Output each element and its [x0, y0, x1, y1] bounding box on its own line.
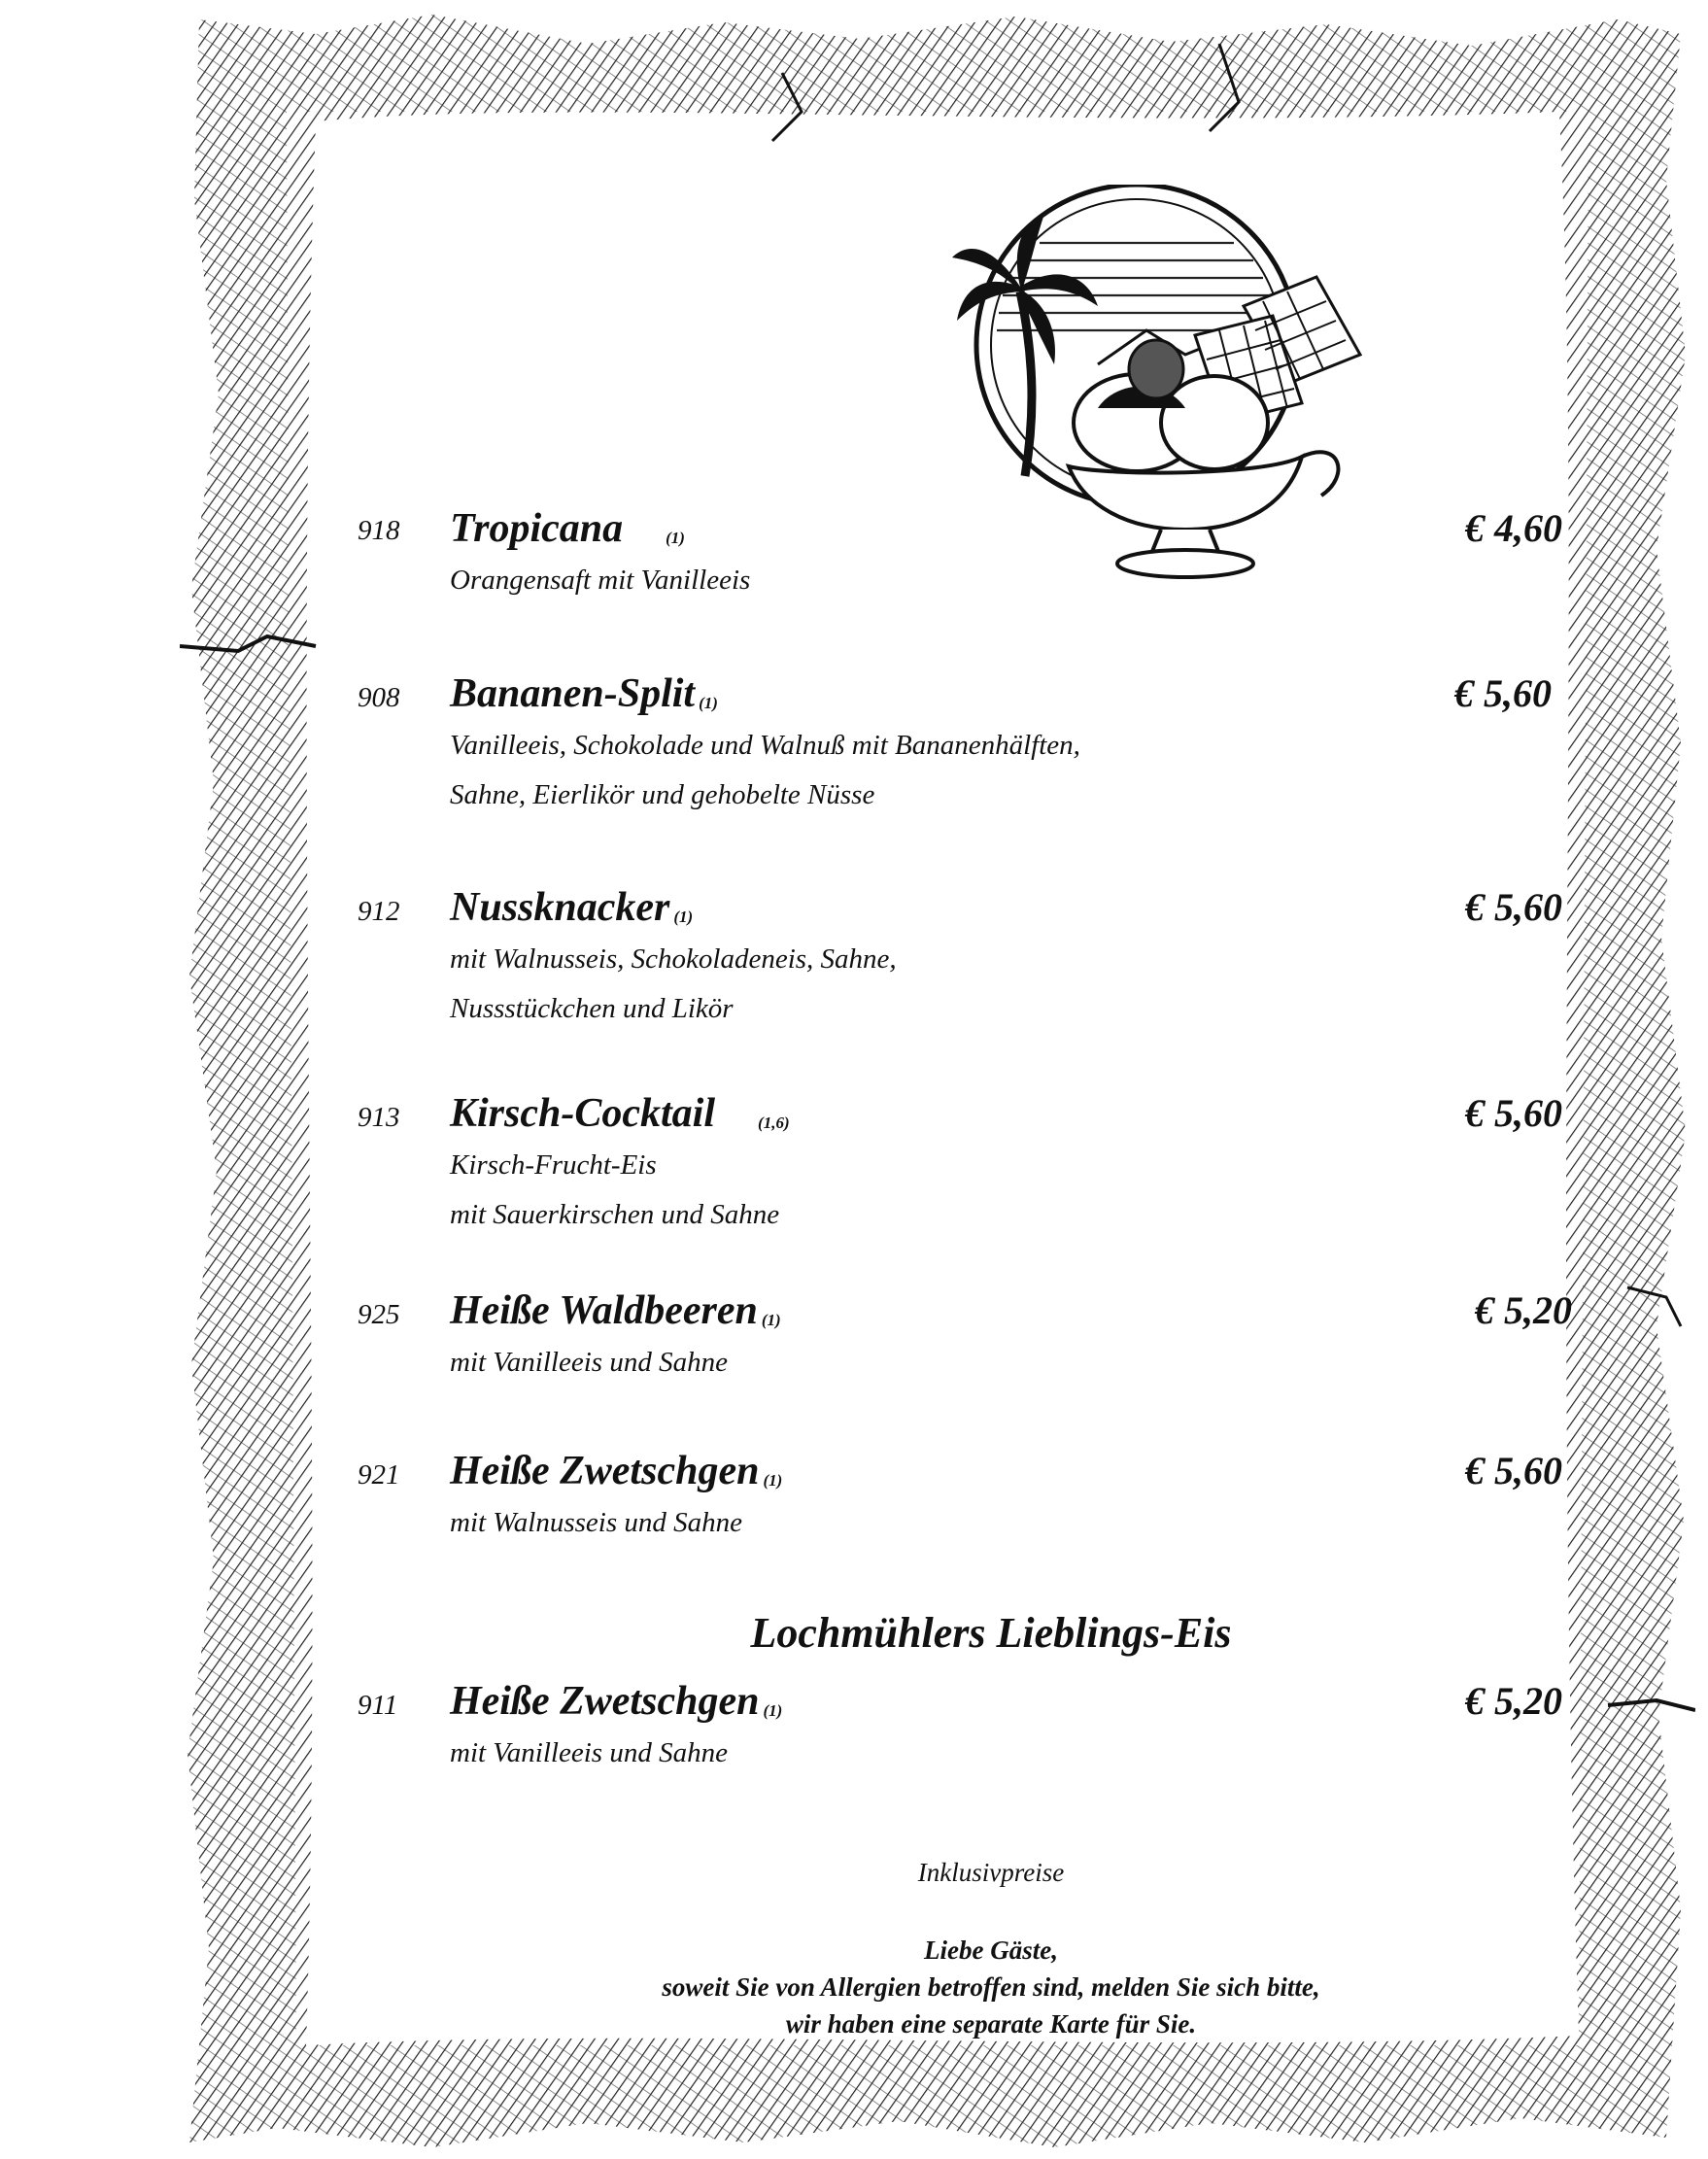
item-name: Bananen-Split (1)	[450, 671, 718, 716]
item-number: 908	[358, 682, 400, 713]
item-description: mit Vanilleeis und Sahne	[450, 1737, 728, 1768]
item-name: Heiße Waldbeeren (1)	[450, 1288, 781, 1333]
allergen-code: (1)	[666, 529, 685, 547]
item-number: 912	[358, 896, 400, 927]
item-name: Tropicana (1)	[450, 506, 685, 551]
allergen-code: (1,6)	[758, 1114, 790, 1132]
item-price: € 5,60	[1454, 671, 1552, 715]
item-description: Kirsch-Frucht-Eis mit Sauerkirschen und Sahne	[450, 1149, 780, 1230]
item-number: 911	[358, 1690, 398, 1721]
item-description: mit Walnusseis, Schokoladeneis, Sahne, Nussstückchen und Likör	[450, 943, 897, 1024]
item-name: Heiße Zwetschgen (1)	[450, 1449, 783, 1493]
item-name: Nussknacker (1)	[450, 885, 694, 930]
item-price: € 5,60	[1465, 1449, 1562, 1492]
item-description: Vanilleeis, Schokolade und Walnuß mit Bananenhälften, Sahne, Eierlikör und gehobelte Nüsse	[450, 730, 1080, 810]
item-number: 925	[358, 1299, 400, 1330]
allergen-code: (1)	[763, 1701, 783, 1720]
item-name: Heiße Zwetschgen (1)	[450, 1679, 783, 1724]
ice-cream-illustration	[952, 185, 1380, 583]
item-description: mit Walnusseis und Sahne	[450, 1507, 743, 1538]
item-number: 921	[358, 1459, 400, 1491]
allergen-code: (1)	[699, 694, 718, 712]
item-name: Kirsch-Cocktail (1,6)	[450, 1091, 790, 1136]
item-number: 918	[358, 515, 400, 546]
item-price: € 5,60	[1465, 1091, 1562, 1135]
allergen-code: (1)	[763, 1471, 783, 1490]
item-description: Orangensaft mit Vanilleeis	[450, 565, 751, 596]
item-description: mit Vanilleeis und Sahne	[450, 1347, 728, 1378]
item-price: € 4,60	[1465, 506, 1562, 550]
item-number: 913	[358, 1102, 400, 1133]
allergy-notice: Liebe Gäste, soweit Sie von Allergien betroffen sind, melden Sie sich bitte, wir haben eine separate Karte für Sie.	[662, 1936, 1320, 2039]
item-price: € 5,20	[1465, 1679, 1562, 1723]
inclusive-prices-note: Inklusivpreise	[917, 1858, 1065, 1887]
allergen-code: (1)	[673, 908, 694, 926]
parchment-border	[180, 5, 1695, 2152]
item-price: € 5,60	[1465, 885, 1562, 929]
section-title: Lochmühlers Lieblings-Eis	[750, 1609, 1232, 1657]
item-price: € 5,20	[1475, 1288, 1572, 1332]
allergen-code: (1)	[761, 1311, 781, 1329]
